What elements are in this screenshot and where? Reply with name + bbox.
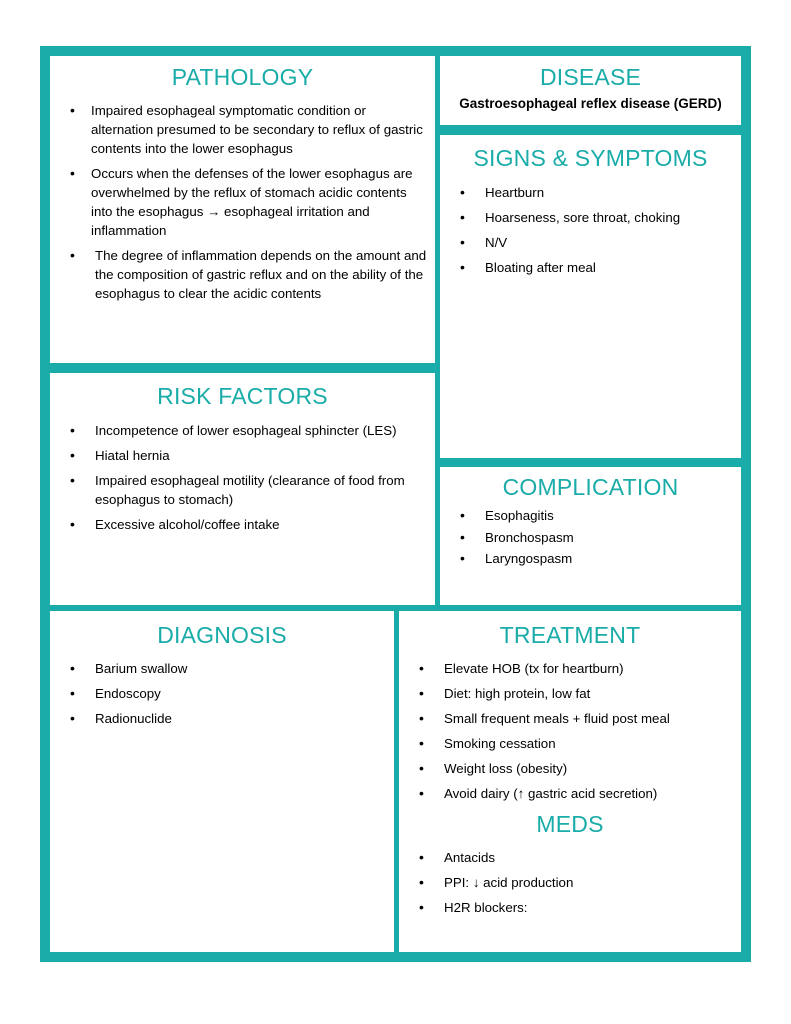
signs-list [440, 183, 741, 277]
list-item: • PPI: ↓ acid production [399, 873, 741, 892]
treatment-title: TREATMENT [499, 622, 641, 648]
list-item: • Avoid dairy (↑ gastric acid secretion) [399, 784, 741, 803]
disease-section [440, 56, 741, 125]
complication-section [440, 467, 741, 605]
disease-title: DISEASE [539, 64, 642, 90]
list-item: • Hiatal hernia [50, 446, 431, 465]
pathology-list [50, 101, 435, 303]
complication-list [440, 506, 741, 568]
diagnosis-list [50, 659, 394, 728]
risk-factors-title: RISK FACTORS [157, 383, 328, 409]
list-item: • Antacids [399, 848, 741, 867]
list-item: • Radionuclide [50, 709, 394, 728]
risk-factors-list [50, 421, 435, 534]
meds-title: MEDS [536, 811, 604, 837]
list-item: • Impaired esophageal motility (clearance of food from esophagus to stomach) [50, 471, 431, 509]
diagnosis-title: DIAGNOSIS [157, 622, 287, 648]
list-item: • Impaired esophageal symptomatic condition or alternation presumed to be secondary to reflux of gastric contents into the lower esophagus [50, 101, 431, 158]
meds-list [399, 848, 741, 917]
list-item: • Incompetence of lower esophageal sphincter (LES) [50, 421, 431, 440]
list-item: • Small frequent meals + fluid post meal [399, 709, 741, 728]
list-item: • Bloating after meal [440, 258, 741, 277]
list-item: • N/V [440, 233, 741, 252]
list-item: • H2R blockers: [399, 898, 741, 917]
list-item: • Smoking cessation [399, 734, 741, 753]
diagnosis-section [50, 611, 394, 952]
treatment-section [399, 611, 741, 952]
risk-factors-section [50, 373, 435, 605]
list-item: • Barium swallow [50, 659, 394, 678]
list-item: • Laryngospasm [440, 549, 741, 568]
list-item: • Esophagitis [440, 506, 741, 525]
disease-name: Gastroesophageal reflex disease (GERD) [459, 96, 722, 111]
list-item: • Occurs when the defenses of the lower esophagus are overwhelmed by the reflux of stomach acidic contents into the esophagus → esophageal irritation and inflammation [50, 164, 431, 240]
list-item: • Excessive alcohol/coffee intake [50, 515, 431, 534]
list-item: • Heartburn [440, 183, 741, 202]
list-item: • Hoarseness, sore throat, choking [440, 208, 741, 227]
signs-title: SIGNS & SYMPTOMS [473, 145, 708, 171]
signs-section [440, 135, 741, 458]
list-item: • Elevate HOB (tx for heartburn) [399, 659, 741, 678]
list-item: • Endoscopy [50, 684, 394, 703]
list-item: • Diet: high protein, low fat [399, 684, 741, 703]
pathology-title: PATHOLOGY [171, 64, 314, 90]
treatment-list [399, 659, 741, 803]
pathology-section [50, 56, 435, 363]
list-item: • The degree of inflammation depends on the amount and the composition of gastric reflux and on the ability of the esophagus to clear the acidic contents [50, 246, 431, 303]
list-item: • Weight loss (obesity) [399, 759, 741, 778]
list-item: • Bronchospasm [440, 528, 741, 547]
complication-title: COMPLICATION [502, 474, 679, 500]
